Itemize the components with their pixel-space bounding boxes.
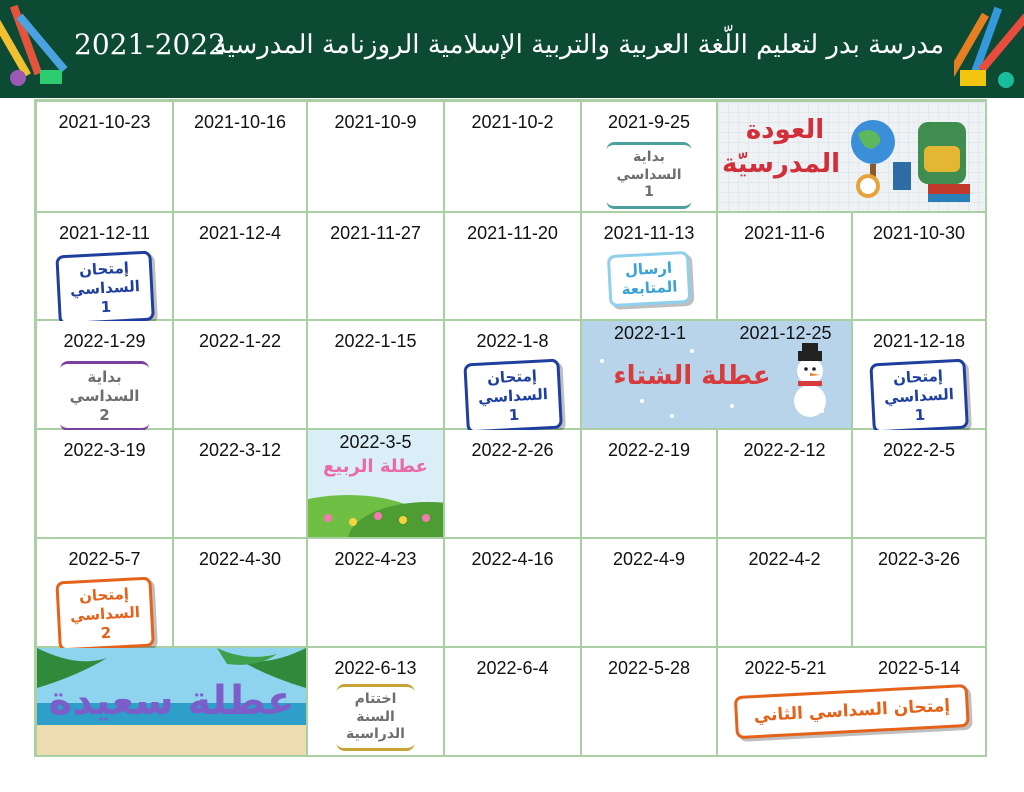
second-semester-exam-label: إمتحان السداسي الثاني bbox=[734, 684, 970, 739]
week-date: 2022-2-12 bbox=[743, 440, 826, 460]
calendar-cell bbox=[37, 430, 174, 539]
week-date: 2022-3-26 bbox=[877, 549, 961, 569]
start-semester-2-label: بداية السداسي 2 bbox=[60, 361, 150, 431]
calendar-cell bbox=[445, 648, 582, 757]
start-semester-1-label: بداية السداسي 1 bbox=[606, 142, 691, 209]
calendar-cell bbox=[718, 539, 853, 648]
calendar-cell bbox=[174, 213, 308, 321]
calendar-cell bbox=[718, 430, 853, 539]
week-date: 2022-2-5 bbox=[882, 440, 956, 460]
week-date: 2021-11-13 bbox=[603, 223, 695, 243]
winter-break-cell bbox=[582, 321, 853, 430]
back-to-school-label: العودة المدرسيّة bbox=[721, 115, 840, 179]
winter-break-label: عطلة الشتاء bbox=[613, 361, 771, 391]
week-date: 2021-9-25 bbox=[607, 112, 691, 132]
week-date: 2022-1-29 bbox=[63, 331, 146, 351]
calendar-cell bbox=[582, 102, 718, 213]
school-year: 2021-2022 bbox=[74, 28, 226, 61]
week-date: 2021-10-2 bbox=[471, 112, 554, 132]
calendar-cell bbox=[582, 539, 718, 648]
calendar-cell bbox=[445, 321, 582, 430]
week-date: 2022-5-14 bbox=[877, 658, 961, 678]
week-date: 2022-3-19 bbox=[63, 440, 146, 460]
calendar-cell bbox=[853, 213, 987, 321]
spring-break-cell bbox=[308, 430, 445, 539]
week-date: 2022-1-15 bbox=[334, 331, 417, 351]
calendar-cell bbox=[308, 213, 445, 321]
calendar-cell bbox=[37, 539, 174, 648]
calendar-cell bbox=[445, 539, 582, 648]
calendar-cell bbox=[174, 102, 308, 213]
calendar-cell bbox=[853, 430, 987, 539]
week-date: 2022-5-21 bbox=[744, 658, 827, 678]
calendar-cell bbox=[853, 321, 987, 430]
calendar-cell bbox=[582, 430, 718, 539]
week-date: 2022-4-9 bbox=[612, 549, 686, 569]
week-date: 2021-10-30 bbox=[872, 223, 966, 243]
week-date: 2022-4-16 bbox=[471, 549, 554, 569]
calendar-cell bbox=[445, 102, 582, 213]
week-date: 2022-4-2 bbox=[748, 549, 821, 569]
week-date: 2022-2-26 bbox=[471, 440, 554, 460]
week-date: 2021-10-9 bbox=[334, 112, 417, 132]
calendar-cell bbox=[308, 539, 445, 648]
exam-semester-1-label: إمتحان السداسي 1 bbox=[869, 359, 968, 434]
calendar-cell bbox=[37, 321, 174, 430]
summer-holiday-cell bbox=[37, 648, 308, 757]
week-date: 2021-12-4 bbox=[198, 223, 282, 243]
week-date: 2022-1-1 bbox=[613, 323, 687, 343]
spring-break-label: عطلة الربيع bbox=[323, 456, 428, 477]
week-date: 2021-10-23 bbox=[58, 112, 151, 132]
calendar-cell bbox=[718, 213, 853, 321]
week-date: 2021-12-11 bbox=[59, 223, 150, 243]
calendar-cell bbox=[308, 648, 445, 757]
exam-semester-1-label: إمتحان السداسي 1 bbox=[55, 251, 154, 326]
week-date: 2022-3-12 bbox=[198, 440, 282, 460]
school-supplies-icon bbox=[954, 0, 1024, 98]
week-date: 2022-5-28 bbox=[607, 658, 691, 678]
calendar-cell bbox=[445, 430, 582, 539]
calendar-cell bbox=[582, 648, 718, 757]
week-date: 2022-2-19 bbox=[607, 440, 691, 460]
calendar-cell bbox=[445, 213, 582, 321]
send-followup-label: ارسال المتابعة bbox=[607, 251, 691, 307]
week-date: 2022-4-23 bbox=[334, 549, 417, 569]
week-date: 2021-11-6 bbox=[744, 223, 825, 243]
calendar-cell bbox=[174, 321, 308, 430]
happy-holiday-label: عطلة سعيدة bbox=[48, 678, 295, 724]
calendar-cell bbox=[174, 430, 308, 539]
week-date: 2022-6-13 bbox=[334, 658, 417, 678]
school-title: مدرسة بدر لتعليم اللّغة العربية والتربية الإسلامية الروزنامة المدرسية bbox=[213, 30, 944, 60]
calendar-cell bbox=[37, 213, 174, 321]
calendar-cell bbox=[174, 539, 308, 648]
exam-semester-2-label: إمتحان السداسي 2 bbox=[55, 577, 154, 652]
calendar-cell bbox=[308, 102, 445, 213]
week-date: 2021-10-16 bbox=[193, 112, 287, 132]
calendar-cell bbox=[37, 102, 174, 213]
school-supplies-icon bbox=[0, 0, 70, 98]
week-date: 2021-11-27 bbox=[330, 223, 421, 243]
week-date: 2022-1-22 bbox=[198, 331, 282, 351]
exam-semester-1-label: إمتحان السداسي 1 bbox=[463, 359, 562, 434]
week-date: 2022-5-7 bbox=[68, 549, 141, 569]
week-date: 2021-11-20 bbox=[467, 223, 558, 243]
calendar-cell bbox=[308, 321, 445, 430]
week-date: 2021-12-25 bbox=[739, 323, 832, 343]
week-date: 2022-4-30 bbox=[198, 549, 282, 569]
week-date: 2022-1-8 bbox=[476, 331, 549, 351]
week-date: 2022-3-5 bbox=[339, 432, 412, 452]
header-banner bbox=[0, 0, 1024, 98]
week-date: 2022-6-4 bbox=[476, 658, 549, 678]
calendar-cell bbox=[853, 539, 987, 648]
calendar-grid bbox=[34, 99, 987, 757]
week-date: 2021-12-18 bbox=[872, 331, 966, 351]
year-end-label: اختتام السنة الدراسية bbox=[336, 684, 415, 751]
back-to-school-image bbox=[718, 102, 987, 213]
calendar-cell bbox=[582, 213, 718, 321]
